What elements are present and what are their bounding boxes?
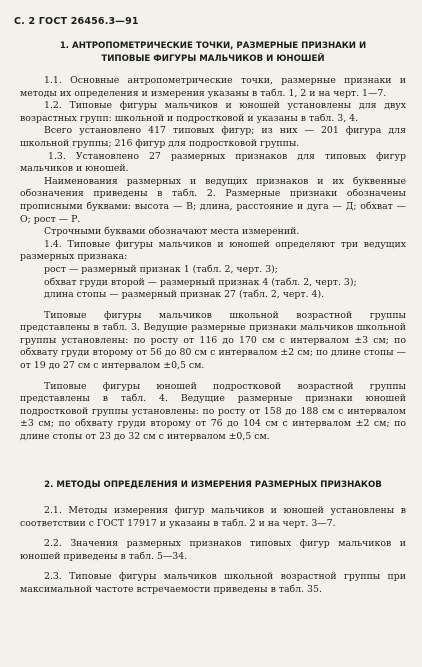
paragraph-2-3: 2.3. Типовые фигуры мальчиков школьной возрастной группы при максимальной частоте встречаемости приведены в табл. 35.: [20, 571, 406, 595]
paragraph-2-1: 2.1. Методы измерения фигур мальчиков и юношей установлены в соответствии с ГОСТ 17917 и указаны в табл. 2 и на черт. 3—7.: [20, 505, 406, 529]
paragraph-school-group: Типовые фигуры мальчиков школьной возрастной группы представлены в табл. 3. Ведущие размерные признаки мальчиков школьной группы установлены: по росту от 116 до 170 см с интервалом ±3 см; по обхвату груди второму от 56 до 80 см с интервалом ±2 см; по длине стопы — от 19 до 27 см с интервалом ±0,5 см.: [20, 309, 406, 372]
section-2-body: [20, 505, 406, 597]
section-1-heading-line-1: 1. АНТРОПОМЕТРИЧЕСКИЕ ТОЧКИ, РАЗМЕРНЫЕ ПРИЗНАКИ И: [59, 41, 367, 51]
list-item-height: рост — размерный признак 1 (табл. 2, черт. 3);: [44, 263, 278, 275]
page-header: С. 2 ГОСТ 26456.3—91: [14, 16, 139, 27]
section-1-body: [20, 75, 406, 444]
paragraph-2-2: 2.2. Значения размерных признаков типовых фигур мальчиков и юношей приведены в табл. 5—34.: [20, 538, 406, 562]
paragraph-lowercase: Строчными буквами обозначают места измерений.: [44, 226, 300, 238]
list-item-chest: обхват груди второй — размерный признак 4 (табл. 2, черт. 3);: [44, 276, 357, 288]
paragraph-designations: Наименования размерных и ведущих признаков и их буквенные обозначения приведены в табл. 2. Размерные признаки обозначены прописными буквами: высота — В; длина, расстояние и дуга — Д; обхват — О; рост — Р.: [20, 175, 406, 225]
paragraph-1-2: 1.2. Типовые фигуры мальчиков и юношей установлены для двух возрастных групп: школьной и подростковой и указаны в табл. 3, 4.: [20, 100, 406, 124]
paragraph-teen-group: Типовые фигуры юношей подростковой возрастной группы представлены в табл. 4. Ведущие размерные признаки юношей подростковой группы установлены: по росту от 158 до 188 см с интервалом ±3 см; по обхвату груди второму от 76 до 104 см с интервалом ±2 см; по длине стопы от 23 до 32 см с интервалом ±0,5 см.: [20, 380, 406, 443]
paragraph-1-4: 1.4. Типовые фигуры мальчиков и юношей определяют три ведущих размерных признака:: [20, 238, 406, 263]
section-1-heading: [18, 40, 408, 66]
paragraph-1-3: 1.3. Установлено 27 размерных признаков для типовых фигур мальчиков и юношей.: [20, 150, 406, 175]
paragraph-1-1: 1.1. Основные антропометрические точки, размерные признаки и методы их определения и измерения указаны в табл. 1, 2 и на черт. 1—7.: [20, 75, 406, 99]
section-2-heading: 2. МЕТОДЫ ОПРЕДЕЛЕНИЯ И ИЗМЕРЕНИЯ РАЗМЕРНЫХ ПРИЗНАКОВ: [44, 480, 382, 490]
section-1-heading-line-2: ТИПОВЫЕ ФИГУРЫ МАЛЬЧИКОВ И ЮНОШЕЙ: [101, 54, 325, 64]
paragraph-figures-count: Всего установлено 417 типовых фигур; из них — 201 фигура для школьной группы; 216 фигур для подростковой группы.: [20, 125, 406, 149]
list-item-foot: длина стопы — размерный признак 27 (табл. 2, черт. 4).: [44, 289, 325, 301]
